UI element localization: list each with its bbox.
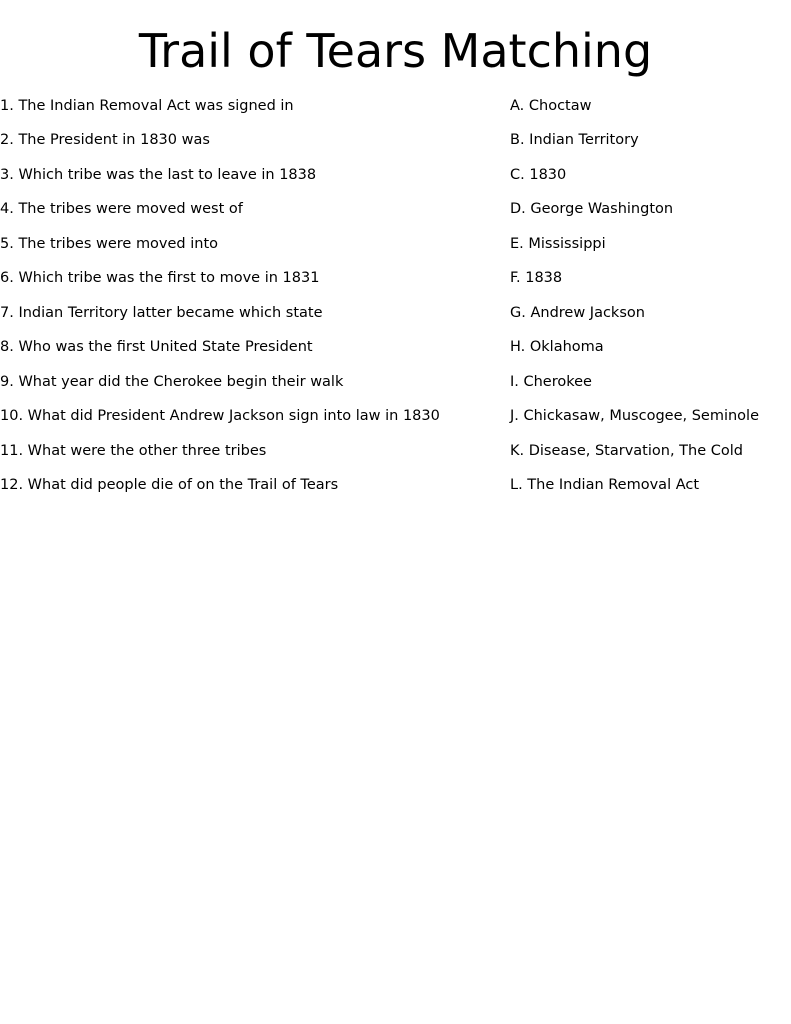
- list-item: I. Cherokee: [510, 373, 592, 390]
- questions-column: [0, 99, 510, 513]
- list-item: L. The Indian Removal Act: [510, 477, 700, 494]
- list-item: 7. Indian Territory latter became which state: [0, 304, 323, 321]
- list-item: 4. The tribes were moved west of: [0, 201, 243, 218]
- list-item: 9. What year did the Cherokee begin their walk: [0, 373, 344, 390]
- list-item: C. 1830: [510, 166, 567, 183]
- list-item: 8. Who was the first United State President: [0, 339, 313, 356]
- list-item: G. Andrew Jackson: [510, 304, 645, 321]
- list-item: 11. What were the other three tribes: [0, 442, 267, 459]
- list-item: 3. Which tribe was the last to leave in 1838: [0, 166, 317, 183]
- answers-column: [510, 99, 791, 513]
- list-item: 2. The President in 1830 was: [0, 132, 210, 149]
- list-item: 1. The Indian Removal Act was signed in: [0, 97, 294, 114]
- list-item: E. Mississippi: [510, 235, 606, 252]
- list-item: J. Chickasaw, Muscogee, Seminole: [510, 408, 760, 425]
- list-item: F. 1838: [510, 270, 563, 287]
- list-item: 5. The tribes were moved into: [0, 235, 219, 252]
- matching-columns: [0, 99, 791, 513]
- list-item: K. Disease, Starvation, The Cold: [510, 442, 743, 459]
- list-item: H. Oklahoma: [510, 339, 604, 356]
- page-title: Trail of Tears Matching: [138, 24, 653, 78]
- list-item: A. Choctaw: [510, 97, 592, 114]
- list-item: 6. Which tribe was the first to move in 1831: [0, 270, 320, 287]
- list-item: 12. What did people die of on the Trail of Tears: [0, 477, 339, 494]
- list-item: 10. What did President Andrew Jackson sign into law in 1830: [0, 408, 440, 425]
- list-item: B. Indian Territory: [510, 132, 639, 149]
- list-item: D. George Washington: [510, 201, 674, 218]
